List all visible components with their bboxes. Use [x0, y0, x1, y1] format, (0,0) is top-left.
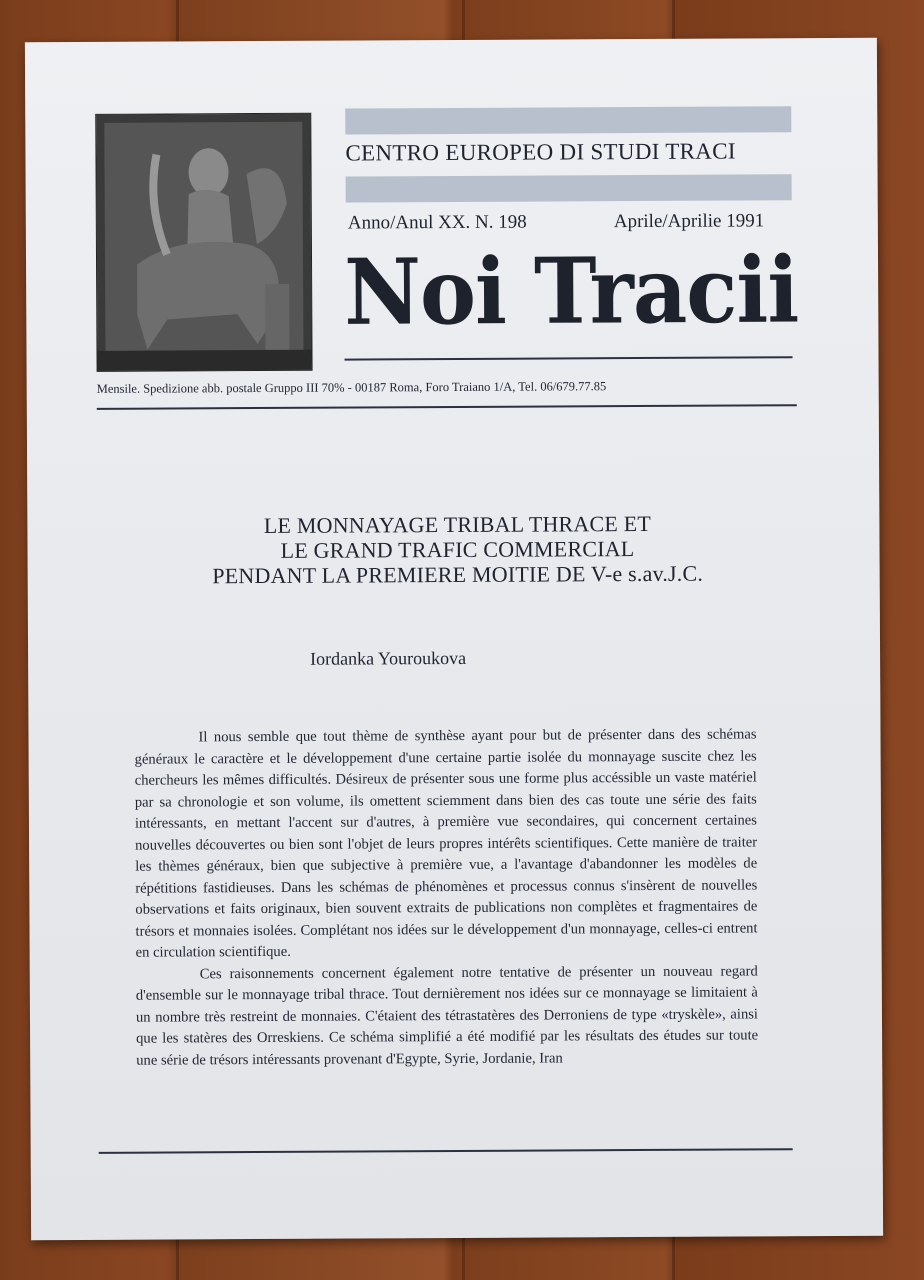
- masthead-rule: [345, 356, 793, 360]
- issue-number: Anno/Anul XX. N. 198: [347, 211, 527, 234]
- relief-photo: [95, 113, 312, 372]
- header-band-top: [345, 106, 791, 134]
- newsletter-page: [25, 38, 883, 1240]
- article-body: [134, 724, 758, 1071]
- article-paragraph: Il nous semble que tout thème de synthèse ayant pour but de présenter dans des schémas généraux le caractère et le développement d'une certaine partie isolée du monnayage suscite chez les chercheurs les mêmes difficultés. Désireux de présenter sous une forme plus accéssible un vaste matériel par sa chronologie et son volume, ils omettent sciemment dans bien des cas toute une série des faits intéressants, en mettant l'accent sur d'autres, à première vue secondaires, qui concernent certaines nouvelles découvertes ou bien sont l'objet de leurs propres intérêts scientifiques. Cette manière de traiter les thèmes généraux, bien que subjective à première vue, a l'avantage d'abandonner les modèles de répétitions fastidieuses. Dans les schémas de phénomènes et processus connus s'insèrent de nouvelles observations et faits originaux, bien souvent extraits de publications non complètes et fragmentaires de trésors et monnaies isolées. Complétant nos idées sur le développement d'un monnayage, celles-ci entrent en circulation scientifique.: [134, 726, 758, 961]
- thracian-horseman-relief-image: [96, 114, 311, 371]
- center-name: CENTRO EUROPEO DI STUDI TRACI: [345, 138, 736, 166]
- postal-info: Mensile. Spedizione abb. postale Gruppo III 70% - 00187 Roma, Foro Traiano 1/A, Tel. 06/679.77.85: [96, 379, 607, 396]
- article-paragraph: Ces raisonnements concernent également notre tentative de présenter un nouveau regard d'ensemble sur le monnayage tribal thrace. Tout dernièrement nos idées sur ce monnayage se limitaient à un nombre très restreint de monnaies. C'étaient des tétrastatères des Derroniens de type «tryskèle», ainsi que les statères des Orreskiens. Ce schéma simplifié a été modifié par les résultats des études sur toute une série de trésors intéressants provenant d'Egypte, Syrie, Jordanie, Iran: [135, 962, 759, 1069]
- footer-divider: [99, 1148, 793, 1154]
- article-title-line: LE GRAND TRAFIC COMMERCIAL: [280, 536, 635, 563]
- issue-date: Aprile/Aprilie 1991: [613, 210, 765, 233]
- article-title-line: PENDANT LA PREMIERE MOITIE DE V-e s.av.J.C.: [212, 560, 704, 589]
- article-title: [127, 510, 787, 588]
- header-divider: [97, 404, 797, 410]
- article-title-line: LE MONNAYAGE TRIBAL THRACE ET: [263, 510, 652, 538]
- masthead-title: Noi Tracii: [343, 236, 799, 346]
- header-band-middle: [346, 174, 792, 202]
- article-author: Iordanka Youroukova: [310, 647, 467, 669]
